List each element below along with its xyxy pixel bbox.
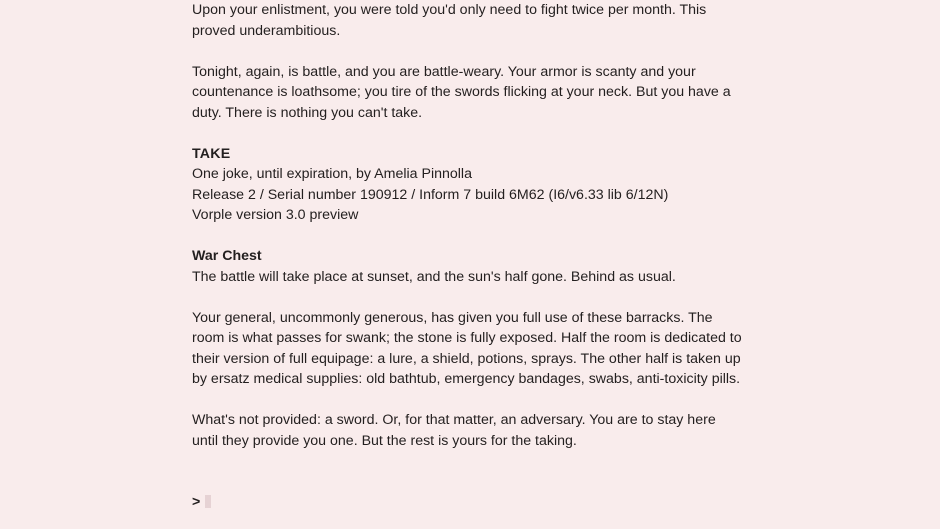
text-cursor (205, 495, 211, 508)
paragraph-spacer (192, 226, 744, 247)
room-description-3: What's not provided: a sword. Or, for that matter, an adversary. You are to stay here until they provide you one. But the rest is yours for the taking. (192, 412, 716, 449)
intro-paragraph-2: Tonight, again, is battle, and you are battle-weary. Your armor is scanty and your countenance is loathsome; you tire of the swords flicking at your neck. But you have a duty. There is nothing you can't take. (192, 63, 731, 121)
room-description-1: The battle will take place at sunset, and the sun's half gone. Behind as usual. (192, 268, 676, 285)
banner-interpreter: Vorple version 3.0 preview (192, 207, 359, 223)
intro-paragraph-1: Upon your enlistment, you were told you'd only need to fight twice per month. This proved underambitious. (192, 2, 707, 39)
prompt-symbol: > (192, 494, 201, 510)
banner-title: One joke, until expiration, by Amelia Pinnolla (192, 166, 472, 182)
paragraph-spacer (192, 287, 744, 308)
paragraph-spacer (192, 41, 744, 62)
story-transcript (192, 0, 744, 513)
paragraph-spacer (192, 472, 744, 493)
room-name-heading: War Chest (192, 248, 262, 264)
command-prompt-line[interactable] (192, 492, 744, 513)
paragraph-spacer (192, 451, 744, 472)
room-description-2: Your general, uncommonly generous, has given you full use of these barracks. The room is what passes for swank; the stone is fully exposed. Half the room is dedicated to their version of full equipage: a lure, a shield, potions, sprays. The other half is taken up by ersatz medical supplies: old bathtub, emergency bandages, swabs, anti-toxicity pills. (192, 309, 742, 387)
banner-release: Release 2 / Serial number 190912 / Inform 7 build 6M62 (I6/v6.33 lib 6/12N) (192, 186, 669, 203)
paragraph-spacer (192, 390, 744, 411)
command-input[interactable] (205, 494, 665, 510)
paragraph-spacer (192, 123, 744, 144)
command-echo-take: TAKE (192, 145, 231, 162)
